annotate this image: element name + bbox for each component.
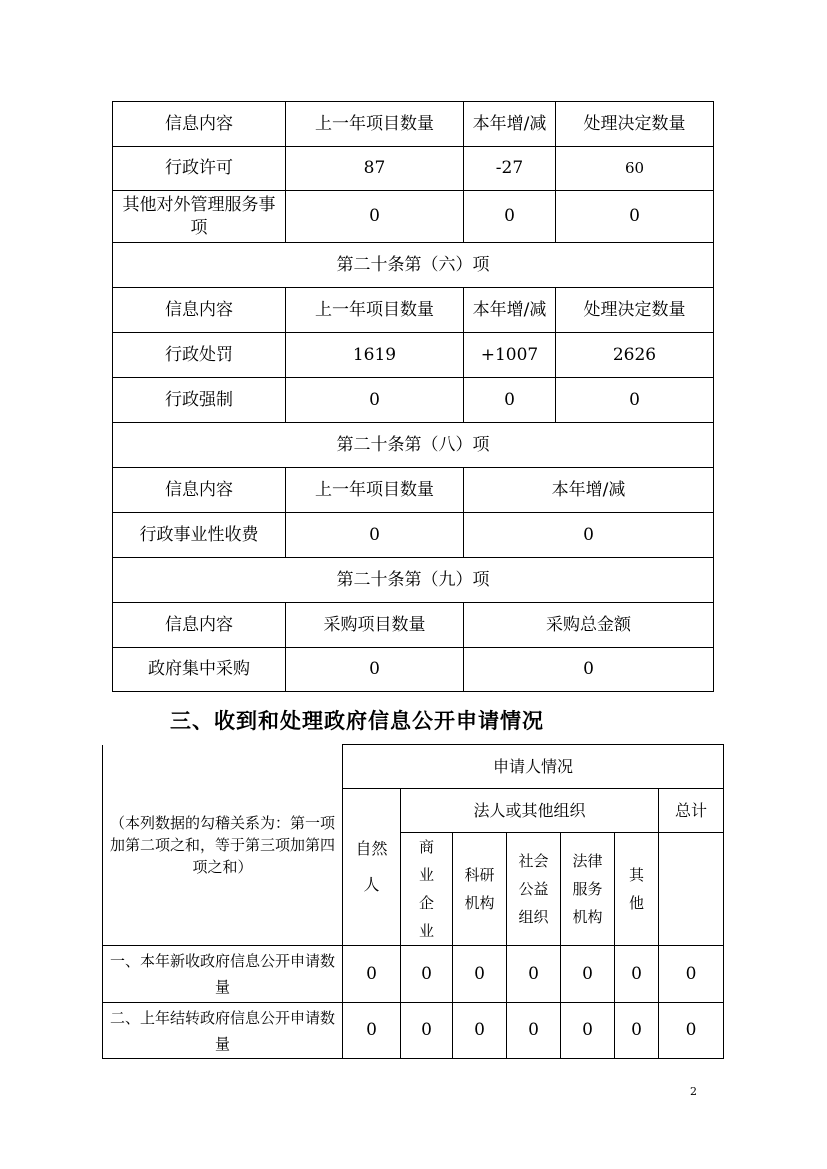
cell-value: 0 (507, 1003, 561, 1059)
row-label: 行政许可 (113, 147, 286, 191)
application-table (102, 744, 724, 1059)
table-row (113, 147, 714, 191)
row-label-text: 其他对外管理服务事项 (122, 194, 276, 238)
header-cell: 本年增/减 (464, 468, 714, 513)
table-row (113, 288, 714, 333)
row-label: 行政强制 (113, 378, 286, 423)
header-text: 商业企业 (418, 838, 434, 940)
cell-value: 60 (556, 147, 714, 191)
header-cell: 处理决定数量 (556, 102, 714, 147)
header-cell: 上一年项目数量 (286, 102, 464, 147)
table-row (113, 191, 714, 243)
table-row (113, 603, 714, 648)
table-row (113, 513, 714, 558)
cell-value: 0 (615, 1003, 659, 1059)
table-row (113, 102, 714, 147)
row-label (103, 946, 343, 1003)
table-row (113, 333, 714, 378)
cell-value: 0 (286, 378, 464, 423)
header-cell (615, 833, 659, 946)
section-title: 第二十条第（八）项 (113, 423, 714, 468)
header-cell: 信息内容 (113, 102, 286, 147)
header-cell: 采购项目数量 (286, 603, 464, 648)
table-row (113, 648, 714, 692)
header-cell: 本年增/减 (464, 102, 556, 147)
cell-value: 0 (659, 1003, 724, 1059)
header-cell (401, 833, 453, 946)
header-cell: 信息内容 (113, 288, 286, 333)
header-text: 其他 (628, 866, 644, 912)
section-title: 第二十条第（九）项 (113, 558, 714, 603)
cell-value: 0 (507, 946, 561, 1003)
row-label (103, 1003, 343, 1059)
cell-value: 0 (464, 378, 556, 423)
cell-value: 0 (453, 1003, 507, 1059)
table-row (113, 423, 714, 468)
section-title: 第二十条第（六）项 (113, 243, 714, 288)
cell-value: 0 (401, 1003, 453, 1059)
table-row (113, 468, 714, 513)
header-cell: 上一年项目数量 (286, 468, 464, 513)
header-cell: 信息内容 (113, 603, 286, 648)
cell-value: 2626 (556, 333, 714, 378)
cell-value: 0 (556, 191, 714, 243)
header-text: 法律服务机构 (572, 852, 603, 926)
cell-value: 0 (464, 191, 556, 243)
page-number: 2 (690, 1085, 697, 1098)
header-text: 科研机构 (464, 866, 495, 912)
header-text: 社会公益组织 (518, 852, 549, 926)
table-row (113, 378, 714, 423)
cell-value: 0 (286, 191, 464, 243)
cell-value: 0 (286, 513, 464, 558)
cell-value: 0 (561, 946, 615, 1003)
cell-value: 0 (615, 946, 659, 1003)
cell-value: 87 (286, 147, 464, 191)
table-row (103, 1003, 724, 1059)
header-cell (659, 833, 724, 946)
table-row (113, 558, 714, 603)
header-cell: 申请人情况 (343, 745, 724, 789)
header-cell: 本年增/减 (464, 288, 556, 333)
cell-value: -27 (464, 147, 556, 191)
cell-value: 0 (659, 946, 724, 1003)
row-label: 政府集中采购 (113, 648, 286, 692)
disclosure-table (112, 101, 714, 692)
header-cell: 法人或其他组织 (401, 789, 659, 833)
cell-value: 0 (556, 378, 714, 423)
cell-value: 0 (561, 1003, 615, 1059)
row-label-text: 一、本年新收政府信息公开申请数量 (109, 952, 335, 996)
cell-value: 0 (343, 1003, 401, 1059)
row-label-text: 二、上年结转政府信息公开申请数量 (109, 1008, 335, 1053)
header-cell: 信息内容 (113, 468, 286, 513)
header-cell (507, 833, 561, 946)
section-heading: 三、收到和处理政府信息公开申请情况 (170, 709, 544, 733)
header-cell: 采购总金额 (464, 603, 714, 648)
header-cell: 总计 (659, 789, 724, 833)
cell-value: 1619 (286, 333, 464, 378)
cell-value: 0 (286, 648, 464, 692)
table-row (113, 243, 714, 288)
cell-value: 0 (464, 648, 714, 692)
table-row (103, 946, 724, 1003)
cell-value: 0 (343, 946, 401, 1003)
note-cell (103, 745, 343, 946)
cell-value: 0 (401, 946, 453, 1003)
header-text: 自然人 (355, 839, 388, 894)
row-label: 行政处罚 (113, 333, 286, 378)
cell-value: +1007 (464, 333, 556, 378)
header-cell (561, 833, 615, 946)
header-cell: 处理决定数量 (556, 288, 714, 333)
cell-value: 0 (453, 946, 507, 1003)
table-row (103, 745, 724, 789)
note-text: （本列数据的勾稽关系为：第一项加第二项之和，等于第三项加第四项之和） (109, 813, 335, 876)
header-cell (343, 789, 401, 946)
row-label: 行政事业性收费 (113, 513, 286, 558)
row-label (113, 191, 286, 243)
cell-value: 0 (464, 513, 714, 558)
header-cell: 上一年项目数量 (286, 288, 464, 333)
header-cell (453, 833, 507, 946)
